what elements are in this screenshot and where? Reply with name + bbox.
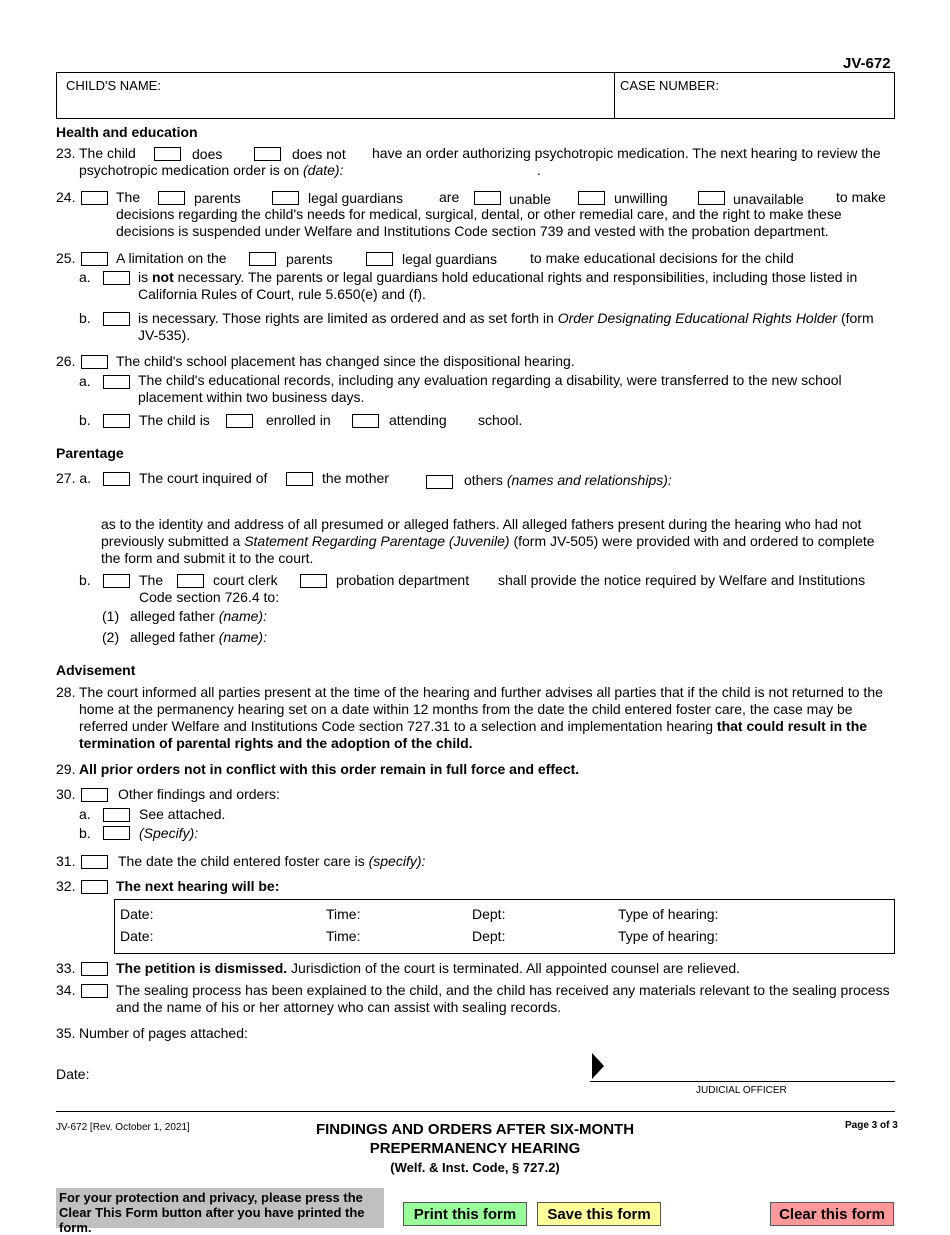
item-28-text: The court informed all parties present at the time of the hearing and further advises all parties that if the child is not returned to the home at the permanency hearing set on a date within 12 months from the date the child entered foster care, the case may be referred under Welfare and Institutions Code section 727.31 to a selection and implementation hearing that could result in the termination of parental rights and the adoption of the child. xyxy=(79,684,883,751)
footer-title-3: (Welf. & Inst. Code, § 727.2) xyxy=(390,1160,560,1175)
checkbox-31[interactable] xyxy=(81,855,108,869)
item-27b-clerk: court clerk xyxy=(213,572,278,588)
item-30a-text: See attached. xyxy=(139,806,226,822)
case-number-field[interactable] xyxy=(620,95,890,115)
item-34-number: 34. xyxy=(56,982,76,998)
checkbox-30a[interactable] xyxy=(103,808,130,822)
hearing-row1-date: Date: xyxy=(120,906,154,922)
item-30b-label: b. xyxy=(79,825,91,841)
hearing-row2-date: Date: xyxy=(120,928,154,944)
item-24-text: decisions regarding the child's needs for medical, surgical, dental, or other remedial care, and the right to make these decisions is suspended under Welfare and Institutions Code section 739 and vested with the probation department. xyxy=(116,206,842,239)
checkbox-24-unable[interactable] xyxy=(474,191,501,205)
checkbox-24-unwilling[interactable] xyxy=(578,191,605,205)
checkbox-25[interactable] xyxy=(81,252,108,266)
checkbox-24-unavailable[interactable] xyxy=(698,191,725,205)
item-27b-2-text: alleged father (name): xyxy=(130,629,267,645)
item-31-text: The date the child entered foster care is (specify): xyxy=(118,853,426,869)
checkbox-30[interactable] xyxy=(81,788,108,802)
item-27b-1-number: (1) xyxy=(102,608,120,624)
item-24-unable: unable xyxy=(509,191,552,207)
item-27a-paragraph: as to the identity and address of all presumed or alleged fathers. All alleged fathers present during the hearing who had not previously submitted a Statement Regarding Parentage (Juvenile) (form JV-505) were provided with and ordered to complete the form and submit it to the court. xyxy=(101,516,875,566)
item-32-text: The next hearing will be: xyxy=(116,878,280,894)
footer-title xyxy=(290,1120,660,1177)
checkbox-24-parents[interactable] xyxy=(158,191,185,205)
hearing-row1-time: Time: xyxy=(326,906,361,922)
item-25b-label: b. xyxy=(79,310,91,326)
footer-rev: JV-672 [Rev. October 1, 2021] xyxy=(56,1122,190,1133)
judicial-officer-label: JUDICIAL OFFICER xyxy=(696,1085,787,1096)
item-30b-specify: (Specify): xyxy=(139,825,199,841)
checkbox-27a-mother[interactable] xyxy=(286,472,313,486)
section-advisement-heading: Advisement xyxy=(56,662,136,678)
item-25-parents: parents xyxy=(286,251,333,267)
item-25-to-make: to make educational decisions for the child xyxy=(530,250,794,266)
checkbox-27a-others[interactable] xyxy=(426,475,453,489)
item-23-period: . xyxy=(537,162,541,178)
item-23-the-child: The child xyxy=(79,145,136,161)
item-35-text: Number of pages attached: xyxy=(79,1025,248,1041)
hearing-row2-type: Type of hearing: xyxy=(618,928,719,944)
item-32-number: 32. xyxy=(56,878,76,894)
item-23-number: 23. xyxy=(56,145,76,161)
form-id: JV-672 xyxy=(843,55,891,72)
item-26-number: 26. xyxy=(56,353,76,369)
item-25-number: 25. xyxy=(56,250,76,266)
item-23-does: does xyxy=(192,146,223,162)
item-25-legal-guardians: legal guardians xyxy=(402,251,497,267)
clear-form-button[interactable]: Clear this form xyxy=(770,1202,894,1226)
item-25a-label: a. xyxy=(79,269,91,285)
item-27a-mother: the mother xyxy=(322,470,389,486)
checkbox-26b-enrolled[interactable] xyxy=(226,414,253,428)
checkbox-32[interactable] xyxy=(81,880,108,894)
print-form-button[interactable]: Print this form xyxy=(403,1202,527,1226)
checkbox-25-legal-guardians[interactable] xyxy=(366,252,393,266)
checkbox-27a[interactable] xyxy=(103,472,130,486)
item-30a-label: a. xyxy=(79,806,91,822)
hearing-row2-time: Time: xyxy=(326,928,361,944)
signature-arrow-icon xyxy=(592,1053,604,1079)
child-name-field[interactable] xyxy=(66,95,606,115)
item-25-limitation: A limitation on the xyxy=(116,250,227,266)
privacy-note: For your protection and privacy, please press the Clear This Form button after you have printed the form. xyxy=(56,1188,384,1228)
footer-rule xyxy=(56,1111,895,1112)
item-24-unavailable: unavailable xyxy=(733,191,804,207)
item-34-text: The sealing process has been explained to the child, and the child has received any materials relevant to the sealing process and the name of his or her attorney who can assist with sealing records. xyxy=(116,982,890,1015)
header-divider xyxy=(614,72,615,119)
checkbox-26a[interactable] xyxy=(103,375,130,389)
section-health-heading: Health and education xyxy=(56,124,198,140)
item-27a-others: others (names and relationships): xyxy=(464,472,672,488)
item-24-the: The xyxy=(116,189,141,205)
checkbox-34[interactable] xyxy=(81,984,108,998)
item-23-date-label: (date): xyxy=(303,162,344,178)
date-label: Date: xyxy=(56,1066,90,1082)
item-28-number: 28. xyxy=(56,684,76,700)
item-24-parents: parents xyxy=(194,190,241,206)
item-30-number: 30. xyxy=(56,786,76,802)
item-26b-attending: attending xyxy=(389,412,447,428)
child-name-label: CHILD'S NAME: xyxy=(66,78,161,93)
checkbox-27b-court-clerk[interactable] xyxy=(177,574,204,588)
item-23-text2: psychotropic medication order is on xyxy=(79,162,300,178)
item-33-number: 33. xyxy=(56,960,76,976)
footer-title-1: FINDINGS AND ORDERS AFTER SIX-MONTH xyxy=(315,1121,635,1138)
hearing-row1-dept: Dept: xyxy=(472,906,506,922)
item-27b-the: The xyxy=(139,572,164,588)
checkbox-23-does-not[interactable] xyxy=(254,147,281,161)
item-23-does-not: does not xyxy=(292,146,346,162)
item-24-are: are xyxy=(439,189,460,205)
item-29-text: All prior orders not in conflict with this order remain in full force and effect. xyxy=(79,761,580,777)
section-parentage-heading: Parentage xyxy=(56,445,124,461)
checkbox-27b[interactable] xyxy=(103,574,130,588)
item-26b-enrolled: enrolled in xyxy=(266,412,331,428)
item-27b-probation: probation department xyxy=(336,572,470,588)
item-26a-label: a. xyxy=(79,373,91,389)
checkbox-33[interactable] xyxy=(81,962,108,976)
hearing-row2-dept: Dept: xyxy=(472,928,506,944)
checkbox-25b[interactable] xyxy=(103,312,130,326)
item-27b-text2: Code section 726.4 to: xyxy=(139,589,280,605)
item-35-number: 35. xyxy=(56,1025,76,1041)
checkbox-23-does[interactable] xyxy=(154,147,181,161)
item-33-text: The petition is dismissed. Jurisdiction of the court is terminated. All appointed counsel are relieved. xyxy=(116,960,741,976)
item-31-number: 31. xyxy=(56,853,76,869)
item-26b-school: school. xyxy=(478,412,523,428)
checkbox-24-legal-guardians[interactable] xyxy=(272,191,299,205)
save-form-button[interactable]: Save this form xyxy=(537,1202,661,1226)
checkbox-25a[interactable] xyxy=(103,271,130,285)
item-26b-label: b. xyxy=(79,412,91,428)
item-27a-inquired: The court inquired of xyxy=(139,470,268,486)
case-number-label: CASE NUMBER: xyxy=(620,78,719,93)
item-27b-2-number: (2) xyxy=(102,629,120,645)
checkbox-27b-probation[interactable] xyxy=(300,574,327,588)
item-25a-text: is not necessary. The parents or legal guardians hold educational rights and responsibilities, including those listed in California Rules of Court, rule 5.650(e) and (f). xyxy=(138,269,858,302)
item-27b-1-text: alleged father (name): xyxy=(130,608,267,624)
checkbox-24[interactable] xyxy=(81,191,108,205)
item-23-text1: have an order authorizing psychotropic medication. The next hearing to review the xyxy=(372,145,881,161)
item-24-legal-guardians: legal guardians xyxy=(308,190,403,206)
footer-page: Page 3 of 3 xyxy=(845,1120,898,1131)
item-24-unwilling: unwilling xyxy=(614,190,668,206)
item-27b-text: shall provide the notice required by Welfare and Institutions xyxy=(498,572,866,588)
item-25b-text: is necessary. Those rights are limited as ordered and as set forth in Order Designating Educational Rights Holder (form JV-535). xyxy=(138,310,874,343)
checkbox-26[interactable] xyxy=(81,355,108,369)
checkbox-26b-attending[interactable] xyxy=(352,414,379,428)
item-26b-child-is: The child is xyxy=(139,412,210,428)
item-24-to-make: to make xyxy=(836,189,886,205)
item-27b-label: b. xyxy=(79,572,91,588)
item-26-text: The child's school placement has changed since the dispositional hearing. xyxy=(116,353,575,369)
checkbox-26b[interactable] xyxy=(103,414,130,428)
hearing-row1-type: Type of hearing: xyxy=(618,906,719,922)
item-24-number: 24. xyxy=(56,189,76,205)
checkbox-30b[interactable] xyxy=(103,826,130,840)
item-27-number: 27. a. xyxy=(56,470,92,486)
item-29-number: 29. xyxy=(56,761,76,777)
checkbox-25-parents[interactable] xyxy=(249,252,276,266)
signature-line xyxy=(590,1081,895,1082)
item-26a-text: The child's educational records, including any evaluation regarding a disability, were transferred to the new school placement within two business days. xyxy=(138,372,842,405)
footer-title-2: PREPERMANENCY HEARING xyxy=(369,1140,581,1157)
item-30-text: Other findings and orders: xyxy=(118,786,280,802)
